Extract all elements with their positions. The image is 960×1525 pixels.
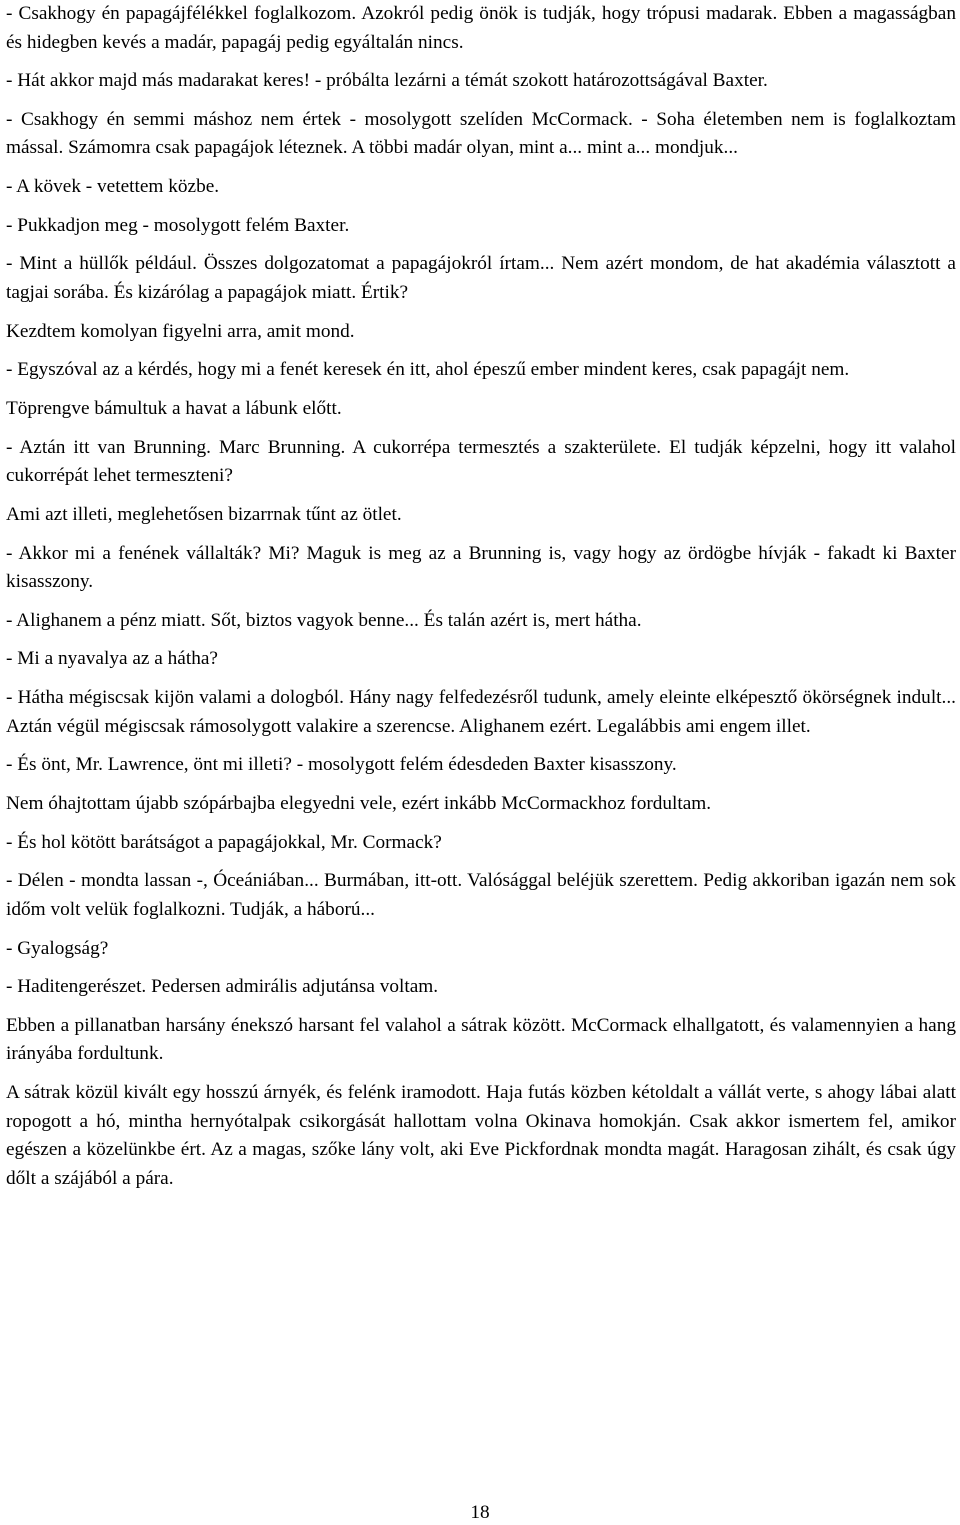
- paragraph-10: - Aztán itt van Brunning. Marc Brunning. A cukorrépa termesztés a szakterülete. El tudják képzelni, hogy itt valahol cukorrépát lehet termeszteni?: [6, 436, 956, 487]
- paragraph-14: - Mi a nyavalya az a hátha?: [6, 648, 218, 670]
- paragraph-13: - Alighanem a pénz miatt. Sőt, biztos vagyok benne... És talán azért is, mert hátha.: [6, 609, 642, 631]
- paragraph-17: Nem óhajtottam újabb szópárbajba elegyedni vele, ezért inkább McCormackhoz fordultam.: [6, 793, 712, 814]
- paragraph-7: Kezdtem komolyan figyelni arra, amit mond.: [6, 320, 355, 342]
- paragraph-20: - Gyalogság?: [6, 937, 109, 959]
- paragraph-6: - Mint a hüllők például. Összes dolgozatomat a papagájokról írtam... Nem azért mondom, de hat akadémia választott a tagjai sorába. És kizárólag a papagájok miatt. Értik?: [6, 253, 956, 303]
- page-number: 18: [470, 1502, 490, 1523]
- paragraph-5: - Pukkadjon meg - mosolygott felém Baxter.: [6, 214, 350, 236]
- paragraph-4: - A kövek - vetettem közbe.: [6, 176, 220, 198]
- paragraph-22: Ebben a pillanatban harsány énekszó harsant fel valahol a sátrak között. McCormack elhallgatott, és valamennyien a hang irányába fordultunk.: [6, 1014, 956, 1065]
- paragraph-21: - Haditengerészet. Pedersen admirális adjutánsa voltam.: [6, 976, 439, 998]
- paragraph-11: Ami azt illeti, meglehetősen bizarrnak tűnt az ötlet.: [6, 503, 402, 525]
- paragraph-16: - És önt, Mr. Lawrence, önt mi illeti? - mosolygott felém édesdeden Baxter kisasszony.: [6, 754, 677, 776]
- paragraph-8: - Egyszóval az a kérdés, hogy mi a fenét keresek én itt, ahol épeszű ember mindent keres, csak papagájt nem.: [6, 359, 850, 381]
- paragraph-15: - Hátha mégiscsak kijön valami a dologból. Hány nagy felfedezésről tudunk, amely eleinte elképesztő ökörségnek indult... Aztán végül mégiscsak rámosolygott valakire a szerencse. Alighanem ezért. Legalábbis ami engem illet.: [6, 687, 956, 737]
- paragraph-1: - Csakhogy én papagájfélékkel foglalkozom. Azokról pedig önök is tudják, hogy trópusi madarak. Ebben a magasságban és hidegben kevés a madár, papagáj pedig egyáltalán nincs.: [6, 3, 956, 53]
- paragraph-23: A sátrak közül kivált egy hosszú árnyék, és felénk iramodott. Haja futás közben kétoldalt a vállát verte, s ahogy lábai alatt ropogott a hó, mintha hernyótalpak csikorgását hallottam volna Okinava homokján. Csak akkor ismertem fel, amikor egészen a közelünkbe ért. Az a magas, szőke lány volt, aki Eve Pickfordnak mondta magát. Haragosan zihált, és csak úgy dőlt a szájából a pára.: [6, 1082, 956, 1189]
- paragraph-18: - És hol kötött barátságot a papagájokkal, Mr. Cormack?: [6, 831, 442, 853]
- paragraph-3: - Csakhogy én semmi máshoz nem értek - mosolygott szelíden McCormack. - Soha életemben nem is foglalkoztam mással. Számomra csak papagájok léteznek. A többi madár olyan, mint a... mint a... mondjuk...: [6, 108, 956, 159]
- paragraph-12: - Akkor mi a fenének vállalták? Mi? Maguk is meg az a Brunning is, vagy hogy az ördögbe hívják - fakadt ki Baxter kisasszony.: [6, 542, 956, 593]
- paragraph-9: Töprengve bámultuk a havat a lábunk előtt.: [6, 398, 342, 419]
- paragraph-2: - Hát akkor majd más madarakat keres! - próbálta lezárni a témát szokott határozottságával Baxter.: [6, 70, 768, 92]
- document-page: [6, 0, 956, 1203]
- paragraph-19: - Délen - mondta lassan -, Óceániában... Burmában, itt-ott. Valósággal beléjük szerettem. Pedig akkoriban igazán nem sok időm volt velük foglalkozni. Tudják, a háború...: [6, 870, 956, 920]
